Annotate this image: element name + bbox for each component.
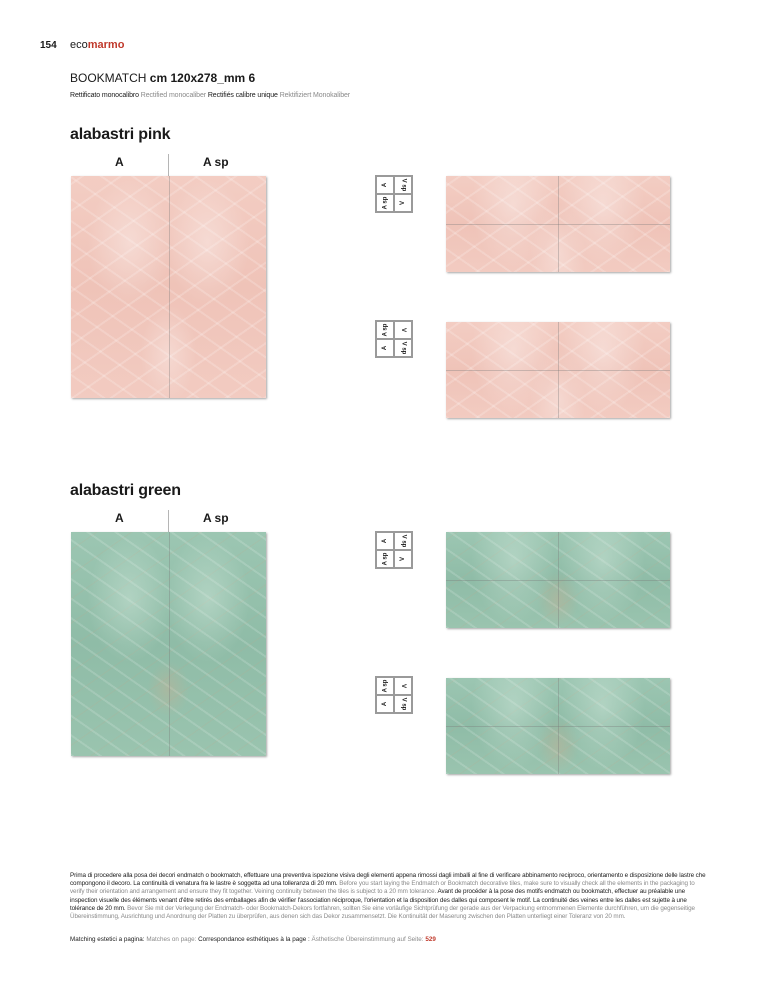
matching-page-link[interactable]: 529 xyxy=(425,936,436,943)
layout-grid-pink-bottom xyxy=(375,320,413,358)
bookmatch-pair-green xyxy=(71,532,266,756)
bookmatch-pair-pink xyxy=(71,176,266,398)
brand-suffix: marmo xyxy=(87,39,125,51)
grid-label: A sp xyxy=(382,552,388,566)
label-divider-pink xyxy=(168,154,169,176)
endmatch-layout-pink-bottom xyxy=(446,322,670,418)
grid-label: A sp xyxy=(382,323,388,337)
grid-label: A xyxy=(382,182,388,188)
matching-it: Matching estetici a pagina: xyxy=(70,936,145,943)
subtitle-en: Rectified monocaliber xyxy=(140,92,206,99)
brand-logo xyxy=(70,39,124,51)
brand-prefix: eco xyxy=(70,39,88,51)
endmatch-layout-pink-top xyxy=(446,176,670,272)
matching-reference xyxy=(70,936,436,943)
subtitle-fr: Rectifiés calibre unique xyxy=(207,92,278,99)
label-right-green: A sp xyxy=(203,511,229,525)
title-size: cm 120x278_mm 6 xyxy=(149,71,256,85)
seam-vertical xyxy=(169,532,170,756)
section-title-green: alabastri green xyxy=(70,482,181,499)
layout-grid-pink-top xyxy=(375,175,413,213)
subtitle xyxy=(70,92,350,99)
layout-grid-green-bottom xyxy=(375,676,413,714)
grid-label: A xyxy=(382,345,388,351)
note-en: Before you start laying the Endmatch or Bookmatch decorative tiles, make sure to visually check all the elements in the packaging to verify their orientation and arrangement and ensure they fit together. Veining continuity between the tiles is subject to a 20 mm tolerance. xyxy=(70,880,695,896)
layout-grid-green-top xyxy=(375,531,413,569)
grid-label: V sp xyxy=(399,697,406,711)
title-main: BOOKMATCH xyxy=(70,71,147,85)
label-right-pink: A sp xyxy=(203,155,229,169)
installation-notes xyxy=(70,872,710,921)
note-de: Bevor Sie mit der Verlegung der Endmatch- oder Bookmatch-Dekors fortfahren, sollten Sie eine vorläufige Sichtprüfung der gerade aus der Verpackung entnommenen Elemente durchführen, um die gegenseitige Übereinstimmung, Ausrichtung und Anordnung der Platten zu überprüfen, aus denen sich das Dekor zusammensetzt. Die Kontinuität der Maserung zwischen den Platten unterliegt einer Toleranz von 20 mm. xyxy=(70,904,695,921)
grid-label: V xyxy=(399,327,406,333)
grid-label: V xyxy=(399,556,406,562)
label-left-green: A xyxy=(115,511,124,525)
matching-fr: Correspondance esthétiques à la page : xyxy=(198,936,310,943)
note-fr: Avant de procéder à la pose des motifs endmatch ou bookmatch, effectuer au préalable une inspection visuelle des éléments venant d'être retirés des emballages afin de vérifier l'association réciproque, l'orientation et la disposition des dalles qui composent le motif. La continuité des veines entre les dalles est sujette à une tolérance de 20 mm. xyxy=(70,888,687,912)
endmatch-layout-green-bottom xyxy=(446,678,670,774)
grid-label: V sp xyxy=(399,178,406,192)
seam-horizontal xyxy=(446,726,670,727)
grid-label: V xyxy=(399,683,406,689)
label-divider-green xyxy=(168,510,169,532)
page-title xyxy=(70,71,255,85)
seam-horizontal xyxy=(446,370,670,371)
subtitle-it: Rettificato monocalibro xyxy=(70,92,139,99)
grid-label: V xyxy=(399,200,406,206)
grid-label: A sp xyxy=(382,196,388,210)
endmatch-layout-green-top xyxy=(446,532,670,628)
seam-vertical xyxy=(169,176,170,398)
grid-label: V sp xyxy=(399,534,406,548)
page-number: 154 xyxy=(40,40,57,51)
label-left-pink: A xyxy=(115,155,124,169)
seam-horizontal xyxy=(446,580,670,581)
grid-label: A sp xyxy=(382,679,388,693)
matching-en: Matches on page: xyxy=(146,936,197,943)
subtitle-de: Rektifiziert Monokaliber xyxy=(279,92,351,99)
seam-horizontal xyxy=(446,224,670,225)
matching-de: Ästhetische Übereinstimmung auf Seite: xyxy=(311,936,424,943)
section-title-pink: alabastri pink xyxy=(70,126,171,143)
note-it: Prima di procedere alla posa dei decori endmatch o bookmatch, effettuare una preventiva ispezione visiva degli elementi appena rimossi dagli imballi al fine di verificare abbinamento reciproco, orientamento e disposizione delle lastre che compongono il decoro. La continuità di venatura fra le lastre è soggetta ad una tolleranza di 20 mm. xyxy=(70,872,706,888)
grid-label: A xyxy=(382,538,388,544)
grid-label: A xyxy=(382,701,388,707)
grid-label: V sp xyxy=(399,341,406,355)
